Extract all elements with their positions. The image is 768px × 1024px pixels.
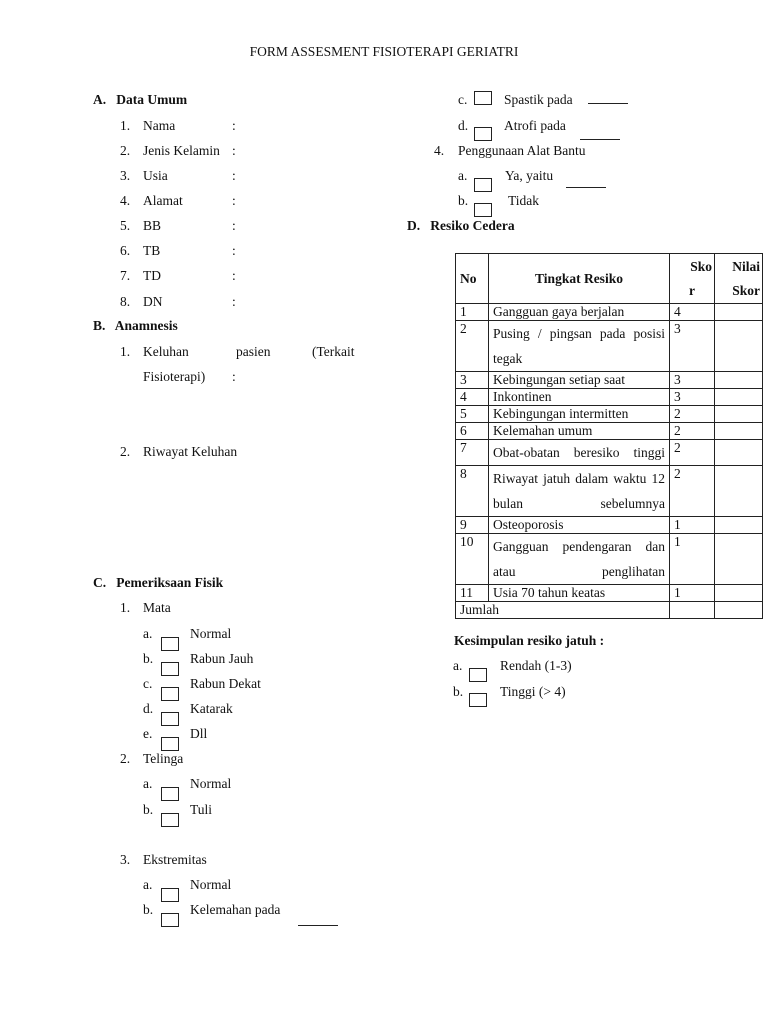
header-tingkat-resiko: Tingkat Resiko bbox=[489, 254, 670, 304]
option-letter: b. bbox=[143, 802, 154, 817]
field-colon: : bbox=[232, 294, 236, 309]
table-row bbox=[456, 517, 763, 534]
option-letter: b. bbox=[453, 684, 464, 699]
field-label-jenis-kelamin: Jenis Kelamin bbox=[143, 143, 220, 158]
option-label: Normal bbox=[190, 776, 232, 791]
row-no: 2 bbox=[456, 321, 489, 372]
field-colon: : bbox=[232, 118, 236, 133]
item-number: 2. bbox=[120, 751, 131, 766]
field-colon: : bbox=[232, 143, 236, 158]
row-text: Gangguan gaya berjalan bbox=[489, 304, 670, 321]
row-nilai-cell[interactable] bbox=[715, 440, 763, 466]
pasien-word: pasien bbox=[236, 344, 271, 359]
item-number: 1. bbox=[120, 600, 131, 615]
terkait-word: (Terkait bbox=[312, 344, 355, 359]
rabun-dekat-checkbox[interactable] bbox=[161, 687, 179, 701]
kelemahan-checkbox[interactable] bbox=[161, 913, 179, 927]
header-skor-line1: Sko bbox=[690, 259, 712, 274]
row-no: 7 bbox=[456, 440, 489, 466]
table-row bbox=[456, 304, 763, 321]
table-total-row bbox=[456, 602, 763, 619]
section-c-heading: C. Pemeriksaan Fisik bbox=[93, 575, 224, 590]
header-nilai-skor bbox=[715, 254, 763, 304]
telinga-label: Telinga bbox=[143, 751, 184, 766]
spastik-checkbox[interactable] bbox=[474, 91, 492, 105]
ya-checkbox[interactable] bbox=[474, 178, 492, 192]
field-colon: : bbox=[232, 218, 236, 233]
dll-checkbox[interactable] bbox=[161, 737, 179, 751]
row-skor: 1 bbox=[670, 585, 715, 602]
atrofi-checkbox[interactable] bbox=[474, 127, 492, 141]
item-number: 3. bbox=[120, 168, 131, 183]
row-no: 4 bbox=[456, 389, 489, 406]
rendah-checkbox[interactable] bbox=[469, 668, 487, 682]
row-skor: 2 bbox=[670, 423, 715, 440]
row-nilai-cell[interactable] bbox=[715, 423, 763, 440]
option-letter: e. bbox=[143, 726, 153, 741]
row-skor: 2 bbox=[670, 466, 715, 517]
row-nilai-cell[interactable] bbox=[715, 466, 763, 517]
row-text: Obat-obatan beresiko tinggi bbox=[489, 440, 670, 466]
section-d-heading: D. Resiko Cedera bbox=[407, 218, 515, 233]
row-nilai-cell[interactable] bbox=[715, 389, 763, 406]
ya-blank[interactable] bbox=[566, 187, 606, 188]
risk-table bbox=[455, 253, 763, 619]
ekstremitas-normal-checkbox[interactable] bbox=[161, 888, 179, 902]
header-no: No bbox=[456, 254, 489, 304]
row-no: 11 bbox=[456, 585, 489, 602]
row-skor: 3 bbox=[670, 389, 715, 406]
option-label: Ya, yaitu bbox=[505, 168, 554, 183]
option-label: Spastik pada bbox=[504, 92, 573, 107]
riwayat-keluhan-label: Riwayat Keluhan bbox=[143, 444, 238, 459]
row-skor: 4 bbox=[670, 304, 715, 321]
table-row bbox=[456, 406, 763, 423]
section-b-heading: B. Anamnesis bbox=[93, 318, 178, 333]
tuli-checkbox[interactable] bbox=[161, 813, 179, 827]
table-row bbox=[456, 466, 763, 517]
row-nilai-cell[interactable] bbox=[715, 406, 763, 423]
ekstremitas-label: Ekstremitas bbox=[143, 852, 207, 867]
option-letter: b. bbox=[458, 193, 469, 208]
item-number: 3. bbox=[120, 852, 131, 867]
row-nilai-cell[interactable] bbox=[715, 321, 763, 372]
option-letter: a. bbox=[143, 626, 153, 641]
row-skor: 2 bbox=[670, 440, 715, 466]
item-number: 4. bbox=[434, 143, 445, 158]
table-header-row bbox=[456, 254, 763, 304]
row-nilai-cell[interactable] bbox=[715, 517, 763, 534]
normal-checkbox[interactable] bbox=[161, 637, 179, 651]
section-a-heading: A. Data Umum bbox=[93, 92, 188, 107]
tinggi-checkbox[interactable] bbox=[469, 693, 487, 707]
katarak-checkbox[interactable] bbox=[161, 712, 179, 726]
row-nilai-cell[interactable] bbox=[715, 534, 763, 585]
row-text: Kebingungan intermitten bbox=[489, 406, 670, 423]
row-skor: 3 bbox=[670, 321, 715, 372]
item-number: 2. bbox=[120, 444, 131, 459]
field-label-dn: DN bbox=[143, 294, 163, 309]
alat-bantu-label: Penggunaan Alat Bantu bbox=[458, 143, 586, 158]
option-label: Kelemahan pada bbox=[190, 902, 281, 917]
field-label-td: TD bbox=[143, 268, 161, 283]
option-label: Katarak bbox=[190, 701, 233, 716]
option-letter: c. bbox=[143, 676, 153, 691]
row-text: Kelemahan umum bbox=[489, 423, 670, 440]
option-label: Tidak bbox=[508, 193, 540, 208]
option-label: Rabun Dekat bbox=[190, 676, 261, 691]
table-row bbox=[456, 585, 763, 602]
table-row bbox=[456, 321, 763, 372]
atrofi-blank[interactable] bbox=[580, 139, 620, 140]
rabun-jauh-checkbox[interactable] bbox=[161, 662, 179, 676]
option-label: Atrofi pada bbox=[504, 118, 566, 133]
option-letter: d. bbox=[143, 701, 154, 716]
row-nilai-cell[interactable] bbox=[715, 304, 763, 321]
field-label-alamat: Alamat bbox=[143, 193, 183, 208]
field-label-bb: BB bbox=[143, 218, 162, 233]
row-text: Osteoporosis bbox=[489, 517, 670, 534]
spastik-blank[interactable] bbox=[588, 103, 628, 104]
item-number: 1. bbox=[120, 118, 131, 133]
row-no: 3 bbox=[456, 372, 489, 389]
option-letter: a. bbox=[453, 658, 463, 673]
row-skor: 1 bbox=[670, 517, 715, 534]
row-text: Usia 70 tahun keatas bbox=[489, 585, 670, 602]
keluhan-word: Keluhan bbox=[143, 344, 189, 359]
tidak-checkbox[interactable] bbox=[474, 203, 492, 217]
total-label: Jumlah bbox=[456, 602, 670, 619]
table-row bbox=[456, 534, 763, 585]
row-skor: 3 bbox=[670, 372, 715, 389]
item-number: 6. bbox=[120, 243, 131, 258]
field-colon: : bbox=[232, 369, 236, 384]
option-letter: b. bbox=[143, 902, 154, 917]
option-label: Dll bbox=[190, 726, 208, 741]
field-colon: : bbox=[232, 268, 236, 283]
option-label: Tinggi (> 4) bbox=[500, 684, 566, 699]
field-label-nama: Nama bbox=[143, 118, 176, 133]
row-text: Riwayat jatuh dalam waktu 12 bulan sebelumnya bbox=[489, 466, 670, 517]
option-label: Tuli bbox=[190, 802, 213, 817]
option-label: Rabun Jauh bbox=[190, 651, 254, 666]
row-no: 6 bbox=[456, 423, 489, 440]
field-colon: : bbox=[232, 168, 236, 183]
item-number: 7. bbox=[120, 268, 131, 283]
row-no: 5 bbox=[456, 406, 489, 423]
row-no: 8 bbox=[456, 466, 489, 517]
option-label: Normal bbox=[190, 626, 232, 641]
telinga-normal-checkbox[interactable] bbox=[161, 787, 179, 801]
row-text: Kebingungan setiap saat bbox=[489, 372, 670, 389]
option-letter: a. bbox=[458, 168, 468, 183]
header-nilai-line1: Nilai bbox=[732, 259, 760, 274]
row-text: Gangguan pendengaran dan atau penglihatan bbox=[489, 534, 670, 585]
field-colon: : bbox=[232, 243, 236, 258]
mata-label: Mata bbox=[143, 600, 171, 615]
field-label-tb: TB bbox=[143, 243, 161, 258]
item-number: 1. bbox=[120, 344, 131, 359]
form-title: FORM ASSESMENT FISIOTERAPI GERIATRI bbox=[249, 44, 519, 59]
table-row bbox=[456, 423, 763, 440]
option-letter: a. bbox=[143, 776, 153, 791]
option-letter: a. bbox=[143, 877, 153, 892]
table-row bbox=[456, 372, 763, 389]
field-label-usia: Usia bbox=[143, 168, 168, 183]
option-letter: c. bbox=[458, 92, 468, 107]
item-number: 4. bbox=[120, 193, 131, 208]
row-skor: 2 bbox=[670, 406, 715, 423]
fisioterapi-word: Fisioterapi) bbox=[143, 369, 206, 384]
row-skor: 1 bbox=[670, 534, 715, 585]
option-letter: b. bbox=[143, 651, 154, 666]
row-text: Pusing / pingsan pada posisi tegak bbox=[489, 321, 670, 372]
total-skor-cell[interactable] bbox=[670, 602, 715, 619]
row-no: 1 bbox=[456, 304, 489, 321]
option-label: Rendah (1-3) bbox=[500, 658, 572, 673]
option-label: Normal bbox=[190, 877, 232, 892]
kelemahan-blank[interactable] bbox=[298, 925, 338, 926]
item-number: 8. bbox=[120, 294, 131, 309]
row-no: 10 bbox=[456, 534, 489, 585]
row-text: Inkontinen bbox=[489, 389, 670, 406]
header-skor-line2: r bbox=[689, 283, 695, 298]
item-number: 2. bbox=[120, 143, 131, 158]
row-no: 9 bbox=[456, 517, 489, 534]
table-row bbox=[456, 389, 763, 406]
total-nilai-cell[interactable] bbox=[715, 602, 763, 619]
item-number: 5. bbox=[120, 218, 131, 233]
header-skor bbox=[670, 254, 715, 304]
field-colon: : bbox=[232, 193, 236, 208]
header-nilai-line2: Skor bbox=[732, 283, 760, 298]
row-nilai-cell[interactable] bbox=[715, 585, 763, 602]
row-nilai-cell[interactable] bbox=[715, 372, 763, 389]
option-letter: d. bbox=[458, 118, 469, 133]
table-row bbox=[456, 440, 763, 466]
kesimpulan-heading: Kesimpulan resiko jatuh : bbox=[454, 633, 605, 648]
